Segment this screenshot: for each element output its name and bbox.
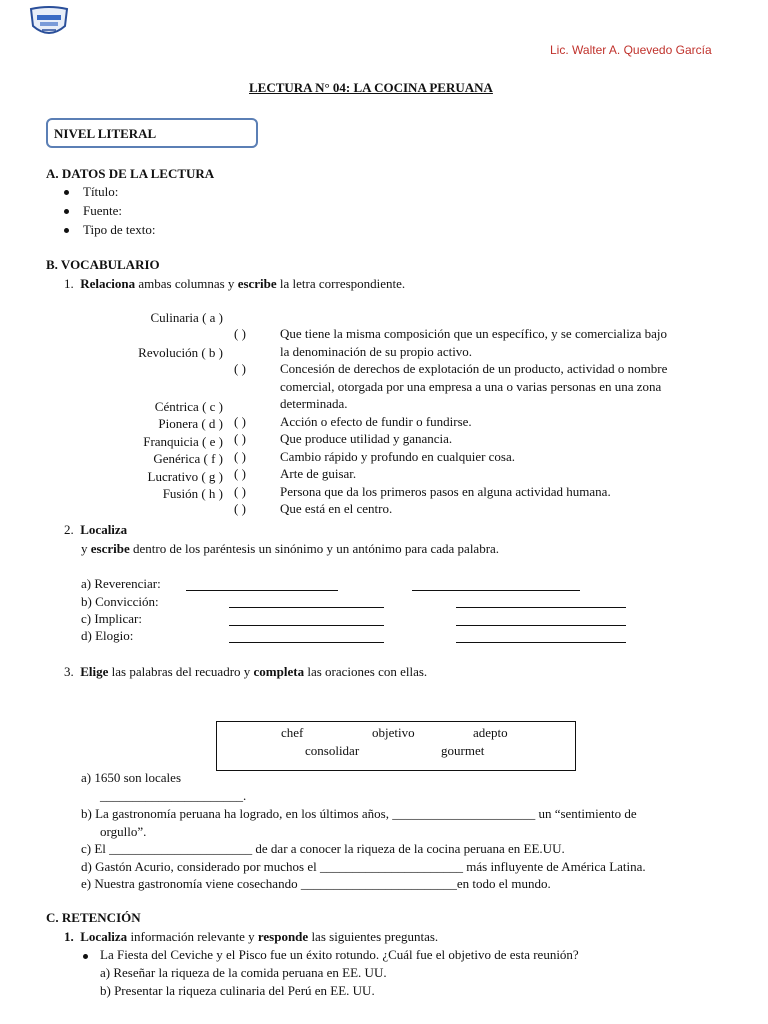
- word-gourmet: gourmet: [441, 743, 485, 758]
- word-adepto: adepto: [473, 725, 508, 740]
- word-consolidar: consolidar: [305, 743, 360, 758]
- definition-line: Cambio rápido y profundo en cualquier cosa.: [280, 449, 516, 464]
- synonym-line[interactable]: [186, 590, 338, 591]
- option-b[interactable]: b) Presentar la riqueza culinaria del Perú en EE. UU.: [100, 983, 375, 998]
- answer-slot-8[interactable]: ( ): [234, 501, 246, 516]
- term-centrica: Céntrica ( c ): [154, 399, 223, 414]
- c-q1-instruction: 1. Localiza información relevante y responde las siguientes preguntas.: [64, 929, 439, 944]
- sentence-e: e) Nuestra gastronomía viene cosechando ________________________en todo el mundo.: [81, 876, 551, 891]
- bullet-icon: [83, 954, 88, 959]
- synonym-line[interactable]: [229, 625, 384, 626]
- field-tipo: Tipo de texto:: [83, 222, 156, 237]
- q2-item-implicar: c) Implicar:: [81, 611, 142, 626]
- answer-slot-5[interactable]: ( ): [234, 449, 246, 464]
- sentence-b-cont: orgullo”.: [100, 824, 147, 839]
- sentence-b: b) La gastronomía peruana ha logrado, en los últimos años, ______________________ un “sentimiento de: [81, 806, 637, 821]
- term-pionera: Pionera ( d ): [158, 416, 223, 431]
- definition-line: Que produce utilidad y ganancia.: [280, 431, 453, 446]
- definition-line: Acción o efecto de fundir o fundirse.: [280, 414, 472, 429]
- field-fuente: Fuente:: [83, 203, 122, 218]
- answer-slot-2[interactable]: ( ): [234, 361, 246, 376]
- answer-slot-6[interactable]: ( ): [234, 466, 246, 481]
- school-logo-icon: [28, 6, 70, 40]
- section-a-heading: A. DATOS DE LA LECTURA: [46, 166, 215, 181]
- q1-instruction: 1. Relaciona ambas columnas y escribe la letra correspondiente.: [64, 276, 406, 291]
- definition-line: comercial, otorgada por una empresa a una o varias personas en una zona: [280, 379, 662, 394]
- bullet-icon: [64, 209, 69, 214]
- section-b-heading: B. VOCABULARIO: [46, 257, 160, 272]
- definition-line: Concesión de derechos de explotación de un producto, actividad o nombre: [280, 361, 668, 376]
- term-fusion: Fusión ( h ): [162, 486, 223, 501]
- page-title: LECTURA N° 04: LA COCINA PERUANA: [249, 80, 493, 95]
- q2-instruction-line2: y escribe dentro de los paréntesis un sinónimo y un antónimo para cada palabra.: [81, 541, 500, 556]
- answer-slot-3[interactable]: ( ): [234, 414, 246, 429]
- definition-line: Arte de guisar.: [280, 466, 357, 481]
- antonym-line[interactable]: [456, 625, 626, 626]
- nivel-label: NIVEL LITERAL: [54, 126, 157, 141]
- term-culinaria: Culinaria ( a ): [150, 310, 223, 325]
- q2-item-conviccion: b) Convicción:: [81, 594, 159, 609]
- definition-line: la denominación de su propio activo.: [280, 344, 473, 359]
- answer-slot-7[interactable]: ( ): [234, 484, 246, 499]
- author-name: Lic. Walter A. Quevedo García: [550, 43, 712, 57]
- term-generica: Genérica ( f ): [153, 451, 223, 466]
- term-lucrativo: Lucrativo ( g ): [147, 469, 223, 484]
- q3-instruction: 3. Elige las palabras del recuadro y completa las oraciones con ellas.: [64, 664, 428, 679]
- bullet-icon: [64, 190, 69, 195]
- sentence-c: c) El ______________________ de dar a conocer la riqueza de la cocina peruana en EE.UU.: [81, 841, 565, 856]
- option-a[interactable]: a) Reseñar la riqueza de la comida peruana en EE. UU.: [100, 965, 387, 980]
- definition-line: Que tiene la misma composición que un específico, y se comercializa bajo: [280, 326, 667, 341]
- section-c-heading: C. RETENCIÓN: [46, 910, 141, 925]
- term-franquicia: Franquicia ( e ): [143, 434, 223, 449]
- definition-line: Que está en el centro.: [280, 501, 393, 516]
- q2-item-elogio: d) Elogio:: [81, 628, 134, 643]
- c-bullet-question: La Fiesta del Ceviche y el Pisco fue un éxito rotundo. ¿Cuál fue el objetivo de esta reunión?: [100, 947, 579, 962]
- definition-line: Persona que da los primeros pasos en alguna actividad humana.: [280, 484, 611, 499]
- bullet-icon: [64, 228, 69, 233]
- sentence-a: a) 1650 son locales: [81, 770, 182, 785]
- antonym-line[interactable]: [456, 642, 626, 643]
- word-objetivo: objetivo: [372, 725, 415, 740]
- antonym-line[interactable]: [456, 607, 626, 608]
- antonym-line[interactable]: [412, 590, 580, 591]
- answer-slot-1[interactable]: ( ): [234, 326, 246, 341]
- sentence-d: d) Gastón Acurio, considerado por muchos el ______________________ más influyente de América Latina.: [81, 859, 646, 874]
- sentence-a-blank[interactable]: ______________________.: [100, 788, 247, 803]
- term-revolucion: Revolución ( b ): [138, 345, 223, 360]
- synonym-line[interactable]: [229, 607, 384, 608]
- field-titulo: Título:: [83, 184, 119, 199]
- synonym-line[interactable]: [229, 642, 384, 643]
- word-chef: chef: [281, 725, 304, 740]
- definition-line: determinada.: [280, 396, 348, 411]
- answer-slot-4[interactable]: ( ): [234, 431, 246, 446]
- q2-item-reverenciar: a) Reverenciar:: [81, 576, 161, 591]
- q2-instruction-line1: 2. Localiza: [64, 522, 128, 537]
